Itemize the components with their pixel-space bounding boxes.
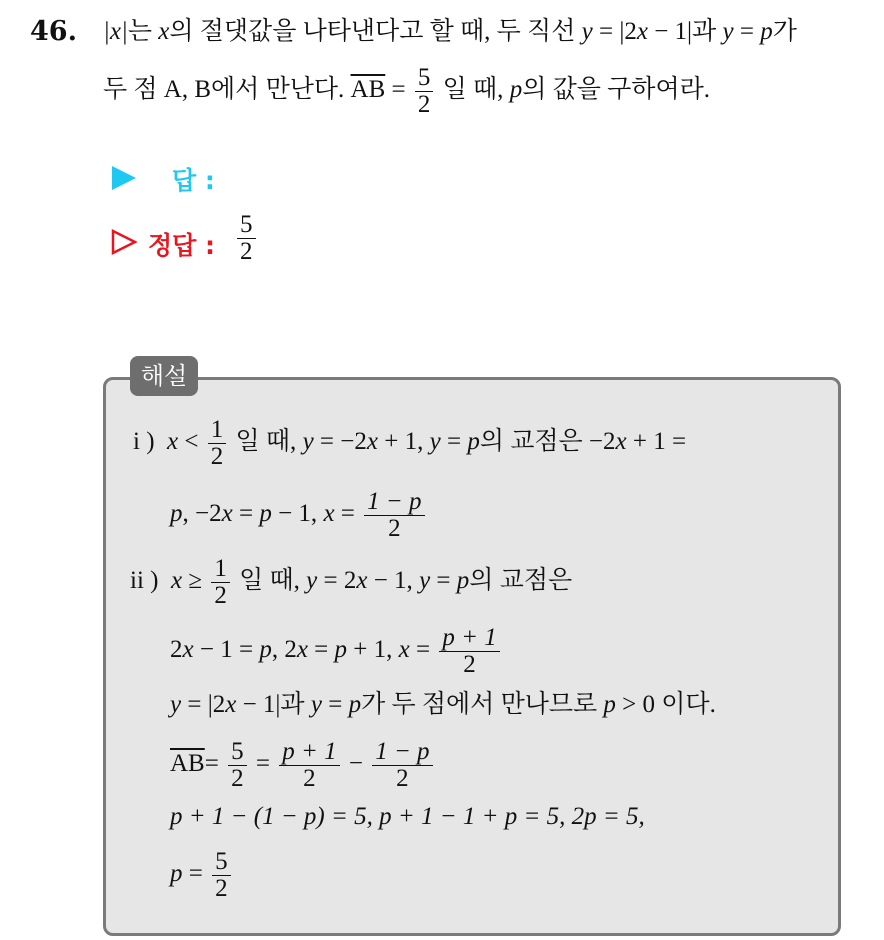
fraction (439, 625, 499, 678)
explanation-text: 의 교점은 (469, 567, 573, 594)
var-y: y (170, 691, 182, 718)
fraction (415, 65, 434, 118)
math-text: = (733, 18, 761, 45)
math-text: − 1 = (193, 636, 260, 663)
math-text: = (232, 500, 260, 527)
var-x: x (225, 691, 237, 718)
fraction (211, 556, 230, 609)
fraction-denominator: 2 (231, 764, 244, 792)
fraction-numerator: 5 (212, 849, 231, 876)
fraction-denominator: 2 (388, 514, 401, 542)
var-p: p (334, 636, 348, 663)
var-y: y (581, 18, 593, 45)
segment-ab: $\overline{AB}$ (170, 750, 205, 777)
explanation-line-3 (130, 552, 572, 610)
case-label: ii ) (130, 567, 159, 594)
math-text: = (249, 750, 277, 777)
explanation-line-6 (170, 735, 436, 793)
var-y: y (429, 428, 441, 455)
var-p: p (259, 636, 272, 663)
fraction (208, 417, 227, 470)
var-x: x (356, 567, 368, 594)
abs-x: |x| (103, 18, 128, 45)
explanation-text: 일 때, (232, 567, 307, 594)
var-y: y (306, 567, 318, 594)
math-text: = |2 (592, 18, 637, 45)
fraction-denominator: 2 (303, 764, 316, 792)
math-text: − 1, (367, 567, 420, 594)
explanation-line-4 (170, 621, 503, 679)
math-text: = −2 (313, 428, 367, 455)
var-p: p (170, 500, 183, 527)
explanation-text: 일 때, (229, 428, 303, 455)
math-text: 2 (170, 636, 183, 663)
var-p: p (456, 567, 470, 594)
math-text: = (307, 636, 335, 663)
math-text: − 1|과 (236, 691, 311, 718)
fraction-numerator: 5 (228, 739, 247, 766)
question-text: 두 점 A, B에서 만난다. (103, 76, 351, 103)
explanation-line-7: p + 1 − (1 − p) = 5, p + 1 − 1 + p = 5, 2p = 5, (170, 803, 645, 830)
math-text: = (430, 567, 457, 594)
math-text: = |2 (181, 691, 226, 718)
math-text: = (440, 428, 468, 455)
math-text: = (321, 691, 349, 718)
fraction (212, 849, 231, 902)
fraction (364, 489, 424, 542)
fraction-numerator: 5 (237, 212, 256, 239)
fraction-numerator: p + 1 (439, 625, 499, 652)
fraction-denominator: 2 (240, 238, 253, 265)
explanation-line-8 (170, 845, 234, 903)
math-text: = (385, 76, 412, 103)
fraction-denominator: 2 (463, 650, 476, 678)
var-x: x (182, 636, 194, 663)
var-p: p (760, 18, 773, 45)
var-y: y (310, 691, 322, 718)
math-text: + 1 = (626, 428, 687, 455)
var-x: x (221, 500, 233, 527)
math-text: = (334, 500, 362, 527)
play-triangle-filled-icon (110, 164, 138, 192)
var-p: p (509, 76, 523, 103)
math-text: = 2 (317, 567, 357, 594)
math-text: = (182, 860, 210, 887)
fraction (279, 739, 339, 792)
explanation-line-2 (170, 485, 428, 543)
var-y: y (302, 428, 314, 455)
var-x: x (323, 500, 335, 527)
question-text: 는 (127, 18, 159, 45)
explanation-text: 가 두 점에서 만나므로 (361, 691, 604, 718)
question-line-2 (103, 62, 710, 118)
fraction-denominator: 2 (396, 764, 409, 792)
var-x: x (296, 636, 308, 663)
question-text: 의 값을 구하여라. (522, 76, 710, 103)
var-p: p (603, 691, 616, 718)
math-text: + 1, (377, 428, 430, 455)
explanation-tab: 해설 (130, 356, 198, 396)
var-x: x (636, 18, 648, 45)
question-number: 46. (30, 16, 77, 47)
var-x: x (398, 636, 410, 663)
case-label: i ) (133, 428, 155, 455)
fraction-denominator: 2 (210, 442, 224, 470)
question-text: 의 절댓값을 나타낸다고 할 때, 두 직선 (169, 18, 582, 45)
question-text: 일 때, (436, 76, 510, 103)
fraction (237, 212, 256, 265)
math-text: , 2 (271, 636, 297, 663)
segment-ab: $\overline{AB}$ (350, 76, 386, 103)
fraction-numerator: p + 1 (279, 739, 339, 766)
fraction-numerator: 1 (211, 556, 230, 583)
var-x: x (170, 567, 183, 594)
var-x: x (366, 428, 378, 455)
math-text: = (204, 750, 226, 777)
var-p: p (467, 428, 480, 455)
play-triangle-outline-icon (110, 228, 138, 256)
var-x: x (167, 428, 179, 455)
correct-answer-value (234, 212, 259, 265)
fraction-numerator: 1 (208, 417, 227, 444)
math-text: ≥ (182, 567, 209, 594)
var-p: p (348, 691, 362, 718)
question-line-1 (103, 17, 797, 47)
math-text: < (178, 428, 205, 455)
math-text: − 1|과 (647, 18, 723, 45)
var-x: x (615, 428, 627, 455)
explanation-text: > 0 이다. (615, 691, 716, 718)
correct-answer-label: 정답 : (148, 231, 216, 260)
fraction (228, 739, 247, 792)
explanation-line-5 (170, 690, 716, 720)
fraction-denominator: 2 (214, 581, 227, 609)
var-x: x (158, 18, 170, 45)
math-text: − 1, (271, 500, 324, 527)
explanation-text: 의 교점은 −2 (479, 428, 616, 455)
fraction (372, 739, 432, 792)
var-y: y (419, 567, 431, 594)
fraction-denominator: 2 (215, 874, 228, 902)
var-p: p (259, 500, 272, 527)
var-p: p (170, 860, 183, 887)
fraction-denominator: 2 (417, 90, 431, 118)
math-text: − (342, 750, 370, 777)
answer-label: 답 : (172, 166, 215, 195)
fraction-numerator: 1 − p (372, 739, 432, 766)
fraction-numerator: 1 − p (364, 489, 424, 516)
fraction-numerator: 5 (415, 65, 434, 92)
question-text: 가 (772, 18, 797, 45)
math-text: , −2 (182, 500, 222, 527)
var-y: y (722, 18, 734, 45)
explanation-line-1 (133, 413, 686, 471)
math-text: = (409, 636, 437, 663)
math-text: + 1, (347, 636, 399, 663)
